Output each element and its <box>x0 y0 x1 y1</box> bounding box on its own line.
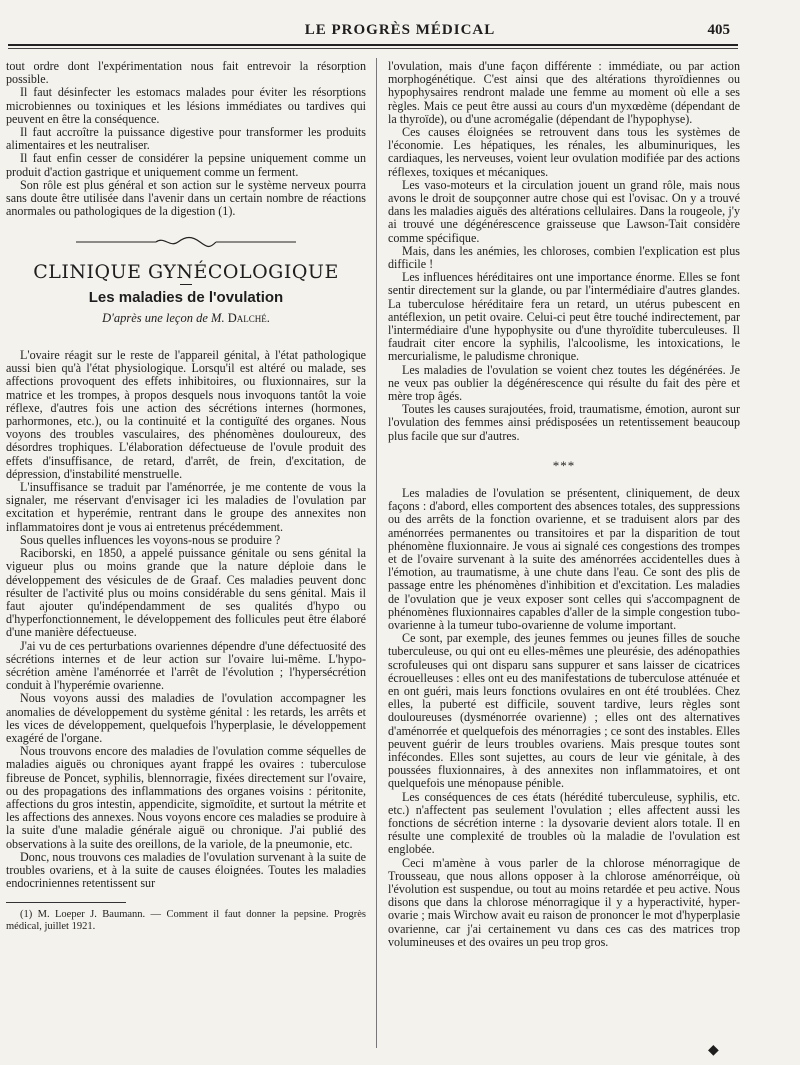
body-paragraph: Ce sont, par exemple, des jeunes femmes ou jeunes filles de souche tuberculeuse, ou qui ont eu elles-mêmes une pleurésie, des adénopathies scrofuleuses qui ont disparu sans suppurer et sans laisser de cicatrices écrouelleuses : elles ont eu des manifestations de tuberculose atténuée et en ont guéri, mais leurs fonctions ovulaires en ont été troublées. Chez elles, la puberté est difficile, souvent tardive, leurs règles sont douloureuses (dysménorrée ovarienne) ; elles ont des alternatives d'aménorrée et quelquefois des ménorragies ; ce sont des instables. Elles peuvent guérir de leurs troubles ovariens. Mais presque toutes sont infécondes. Elles sont sujettes, au cours de leur vie génitale, à des poussées fluxionnaires, à des annexites non inflammatoires, et ont quelquefois une ménopause pénible. <box>388 631 740 791</box>
section-title-rule <box>180 284 192 285</box>
intro-paragraph: tout ordre dont l'expérimentation nous fait entrevoir la résorption possible. <box>6 59 366 87</box>
byline-author: Dalché. <box>227 310 270 325</box>
body-paragraph: Nous voyons aussi des maladies de l'ovulation accompagner les anomalies de développement du système génital : les retards, les arrêts et les vices de développement, quelquefois l'hyperplasie, le développement exagéré de l'organe. <box>6 691 366 745</box>
body-paragraph: Les conséquences de ces états (hérédité tuberculeuse, syphilis, etc. etc.) n'affectent pas seulement l'ovulation ; elles affectent aussi les fonctions de sécrétion interne : la dysovarie devient alors totale. Il en résulte une complexité de troubles où la maladie de l'ovulation est englobée. <box>388 789 740 857</box>
intro-paragraph: Il faut enfin cesser de considérer la pepsine uniquement comme un produit d'action gastrique et uniquement comme un ferment. <box>6 151 366 179</box>
intro-paragraph: Il faut accroître la puissance digestive pour transformer les produits alimentaires et les neutraliser. <box>6 125 366 153</box>
ornament-divider <box>6 236 366 248</box>
body-paragraph: Raciborski, en 1850, a appelé puissance génitale ou sens génital la vigueur plus ou moins grande que la nature déploie dans le développement des vésicules de de Graaf. Ces maladies peuvent donc résulter de l'activité plus ou moins considérable du sens génital. Mais il faut ajouter qu'indépendamment de ses qualités d'hypo ou d'hyperfonctionnement, le développement des follicules peut être élaboré d'une manière défectueuse. <box>6 546 366 640</box>
header-rule-thin <box>8 48 738 49</box>
page-header <box>0 0 800 48</box>
body-paragraph: Nous trouvons encore des maladies de l'ovulation comme séquelles de maladies aiguës ou chroniques ayant frappé les ovaires : tuberculose fibreuse de Poncet, syphilis, blennorragie, fixées directement sur l'ovaire, ou des propagations des inflammations des organes voisins : péritonite, affections du gros intestin, appendicite, sigmoïdite, et surtout la métrite et les affections des annexes. Nous voyons encore ces maladies se produire à la suite d'une maladie générale aiguë ou chronique. J'ai publié des observations à la suite des oreillons, de la variole, de la pneumonie, etc. <box>6 744 366 851</box>
page-number: 405 <box>707 22 730 38</box>
byline-prefix: D'après une leçon de M. <box>102 310 225 325</box>
body-paragraph: J'ai vu de ces perturbations ovariennes dépendre d'une défectuosité des sécrétions internes et de leur action sur l'ovaire lui-même. L'hypo-sécrétion amène l'aménorrée et l'arrêt de l'évolution ; l'hypersécrétion conduit à l'hyperémie ovarienne. <box>6 638 366 693</box>
byline <box>6 312 366 325</box>
body-paragraph: Sous quelles influences les voyons-nous se produire ? <box>20 532 281 547</box>
section-title: CLINIQUE GYNÉCOLOGIQUE <box>33 261 339 284</box>
left-column <box>6 60 366 933</box>
body-paragraph: l'ovulation, mais d'une façon différente : immédiate, ou par action morphogénétique. C'est ainsi que des altérations thyroïdiennes ou hypophysaires rendront malade une femme au moment où elle a ses règles. Mais ce peut être aussi au cours d'un myxœdème (dépendant de la thyroïde), ou d'une acromégalie (dépendant de l'hypophyse). <box>388 59 740 126</box>
article-title: Les maladies de l'ovulation <box>88 288 284 306</box>
intro-paragraph: Son rôle est plus général et son action sur le système nerveux pourra sans doute être utilisée dans l'avenir dans un certain nombre de réactions anormales ou pathologiques de la digestion (1). <box>6 177 366 219</box>
body-paragraph: L'ovaire réagit sur le reste de l'appareil génital, à l'état pathologique aussi bien qu'à l'état physiologique. Lorsqu'il est altéré ou malade, ses affections provoquent des effets inhibitoires, ou fluxionnaires, sur la matrice et les trompes, à propos desquels nous invoquons tantôt la voie réflexe, d'autres fois une action des sécrétions internes (hormones, parhormones, etc.), ou la continuité et la contiguïté des organes. Nous voyons des troubles vasculaires, des phénomènes douloureux, des désordres trophiques. L'élaboration défectueuse de l'ovule produit des effets d'insuffisance, de retard, d'arrêt, de frein, d'excitation, de dépression, d'instabilité menstruelle. <box>6 348 366 481</box>
footnote-rule <box>6 902 126 903</box>
footnote: (1) M. Loeper J. Baumann. — Comment il faut donner la pepsine. Progrès médical, juillet 1921. <box>6 909 366 933</box>
ornament-flourish-icon <box>76 236 296 248</box>
body-paragraph: Les maladies de l'ovulation se voient chez toutes les dégénérées. Je ne veux pas oublier la dégénérescence qui résulte du fait des père et mère trop âgés. <box>388 362 740 404</box>
body-paragraph: Ceci m'amène à vous parler de la chlorose ménorragique de Trousseau, que nous allons opposer à la chlorose aménorréique, où l'évolution est suspendue, ou tout au moins retardée et peu active. Nous disons que dans la chlorose ménorragique il y a hyperactivité, hyper-ovarie ; mais Wirchow avait eu raison de prononcer le mot d'hyperplasie ovarienne, car j'ai certainement vu dans ces cas des matrices trop volumineuses et des ovaires un peu trop gros. <box>388 855 740 949</box>
end-mark-icon: ◆ <box>708 1043 719 1058</box>
header-rule <box>8 44 738 46</box>
body-paragraph: Les vaso-moteurs et la circulation jouent un grand rôle, mais nous avons le droit de soupçonner autre chose qui est l'ovisac. On y a trouvé dans les maladies aiguës des altérations cellulaires. Dans la rougeole, j'y ai trouvé une dégénérescence graisseuse que Lawson-Tait considère comme spécifique. <box>388 177 740 245</box>
body-paragraph: Les maladies de l'ovulation se présentent, cliniquement, de deux façons : d'abord, elles comportent des absences totales, des suppressions ou des arrêts de la fonction ovarienne, et se traduisent alors par des aménorrées permanentes ou transitoires et par la disparition de tout phénomène fluxionnaire. Je vous ai signalé ces congestions des trompes et de l'ovaire survenant à la suite des aménorrées accidentelles dues à l'émotion, au traumatisme, à une chute dans l'eau. Ce sont des plis de passage entre les phénomènes d'inhibition et d'excitation. Les maladies de l'ovulation que je veux exposer sont celles qui s'accompagnent de phénomènes fluxionnaires capables d'aller de la simple congestion tubo-ovarienne à la tumeur tubo-ovarienne de volume important. <box>388 485 740 632</box>
body-paragraph: Mais, dans les anémies, les chloroses, combien l'explication est plus difficile ! <box>388 243 740 272</box>
body-paragraph: L'insuffisance se traduit par l'aménorrée, je me contente de vous la signaler, me réservant d'envisager ici les maladies de l'ovulation par excitation et hyperémie, rentrant dans le groupe des annexites non inflammatoires dont je vous ai entretenus précédemment. <box>6 480 366 534</box>
body-paragraph: Donc, nous trouvons ces maladies de l'ovulation survenant à la suite de troubles ovariens, et à la suite de causes éloignées. Toutes les maladies endocriniennes retentissent sur <box>6 849 366 891</box>
running-title: LE PROGRÈS MÉDICAL <box>304 22 496 38</box>
column-divider <box>376 58 377 1048</box>
intro-paragraph: Il faut désinfecter les estomacs malades pour éviter les résorptions microbiennes ou toxiniques et les lésions immédiates ou tardives qui peuvent en être la conséquence. <box>6 85 366 126</box>
body-paragraph: Ces causes éloignées se retrouvent dans tous les systèmes de l'économie. Les hépatiques, les rénales, les albuminuriques, les cardiaques, les nerveuses, voient leur ovulation modifiée par des actions réflexes, toxiques et mécaniques. <box>388 125 740 179</box>
right-column <box>388 60 740 949</box>
body-paragraph: Les influences héréditaires ont une importance énorme. Elles se font sentir directement sur la glande, ou par l'intermédiaire d'autres glandes. La tuberculose héréditaire fera un retard, un utérus pubescent en antéflexion, un petit ovaire. Celui-ci peut être touché indirectement, par l'intermédiaire d'une hypophysite ou d'une thyroïdite tuberculeuses. Il faudrait citer encore la syphilis, l'alcoolisme, les intoxications, le mercurialisme, le paludisme chronique. <box>388 270 740 364</box>
body-paragraph: Toutes les causes surajoutées, froid, traumatisme, émotion, auront sur l'ovulation des femmes ainsi prédisposées un retentissement beaucoup plus facile que sur d'autres. <box>388 402 740 443</box>
section-separator-asterism: *** <box>552 457 576 473</box>
